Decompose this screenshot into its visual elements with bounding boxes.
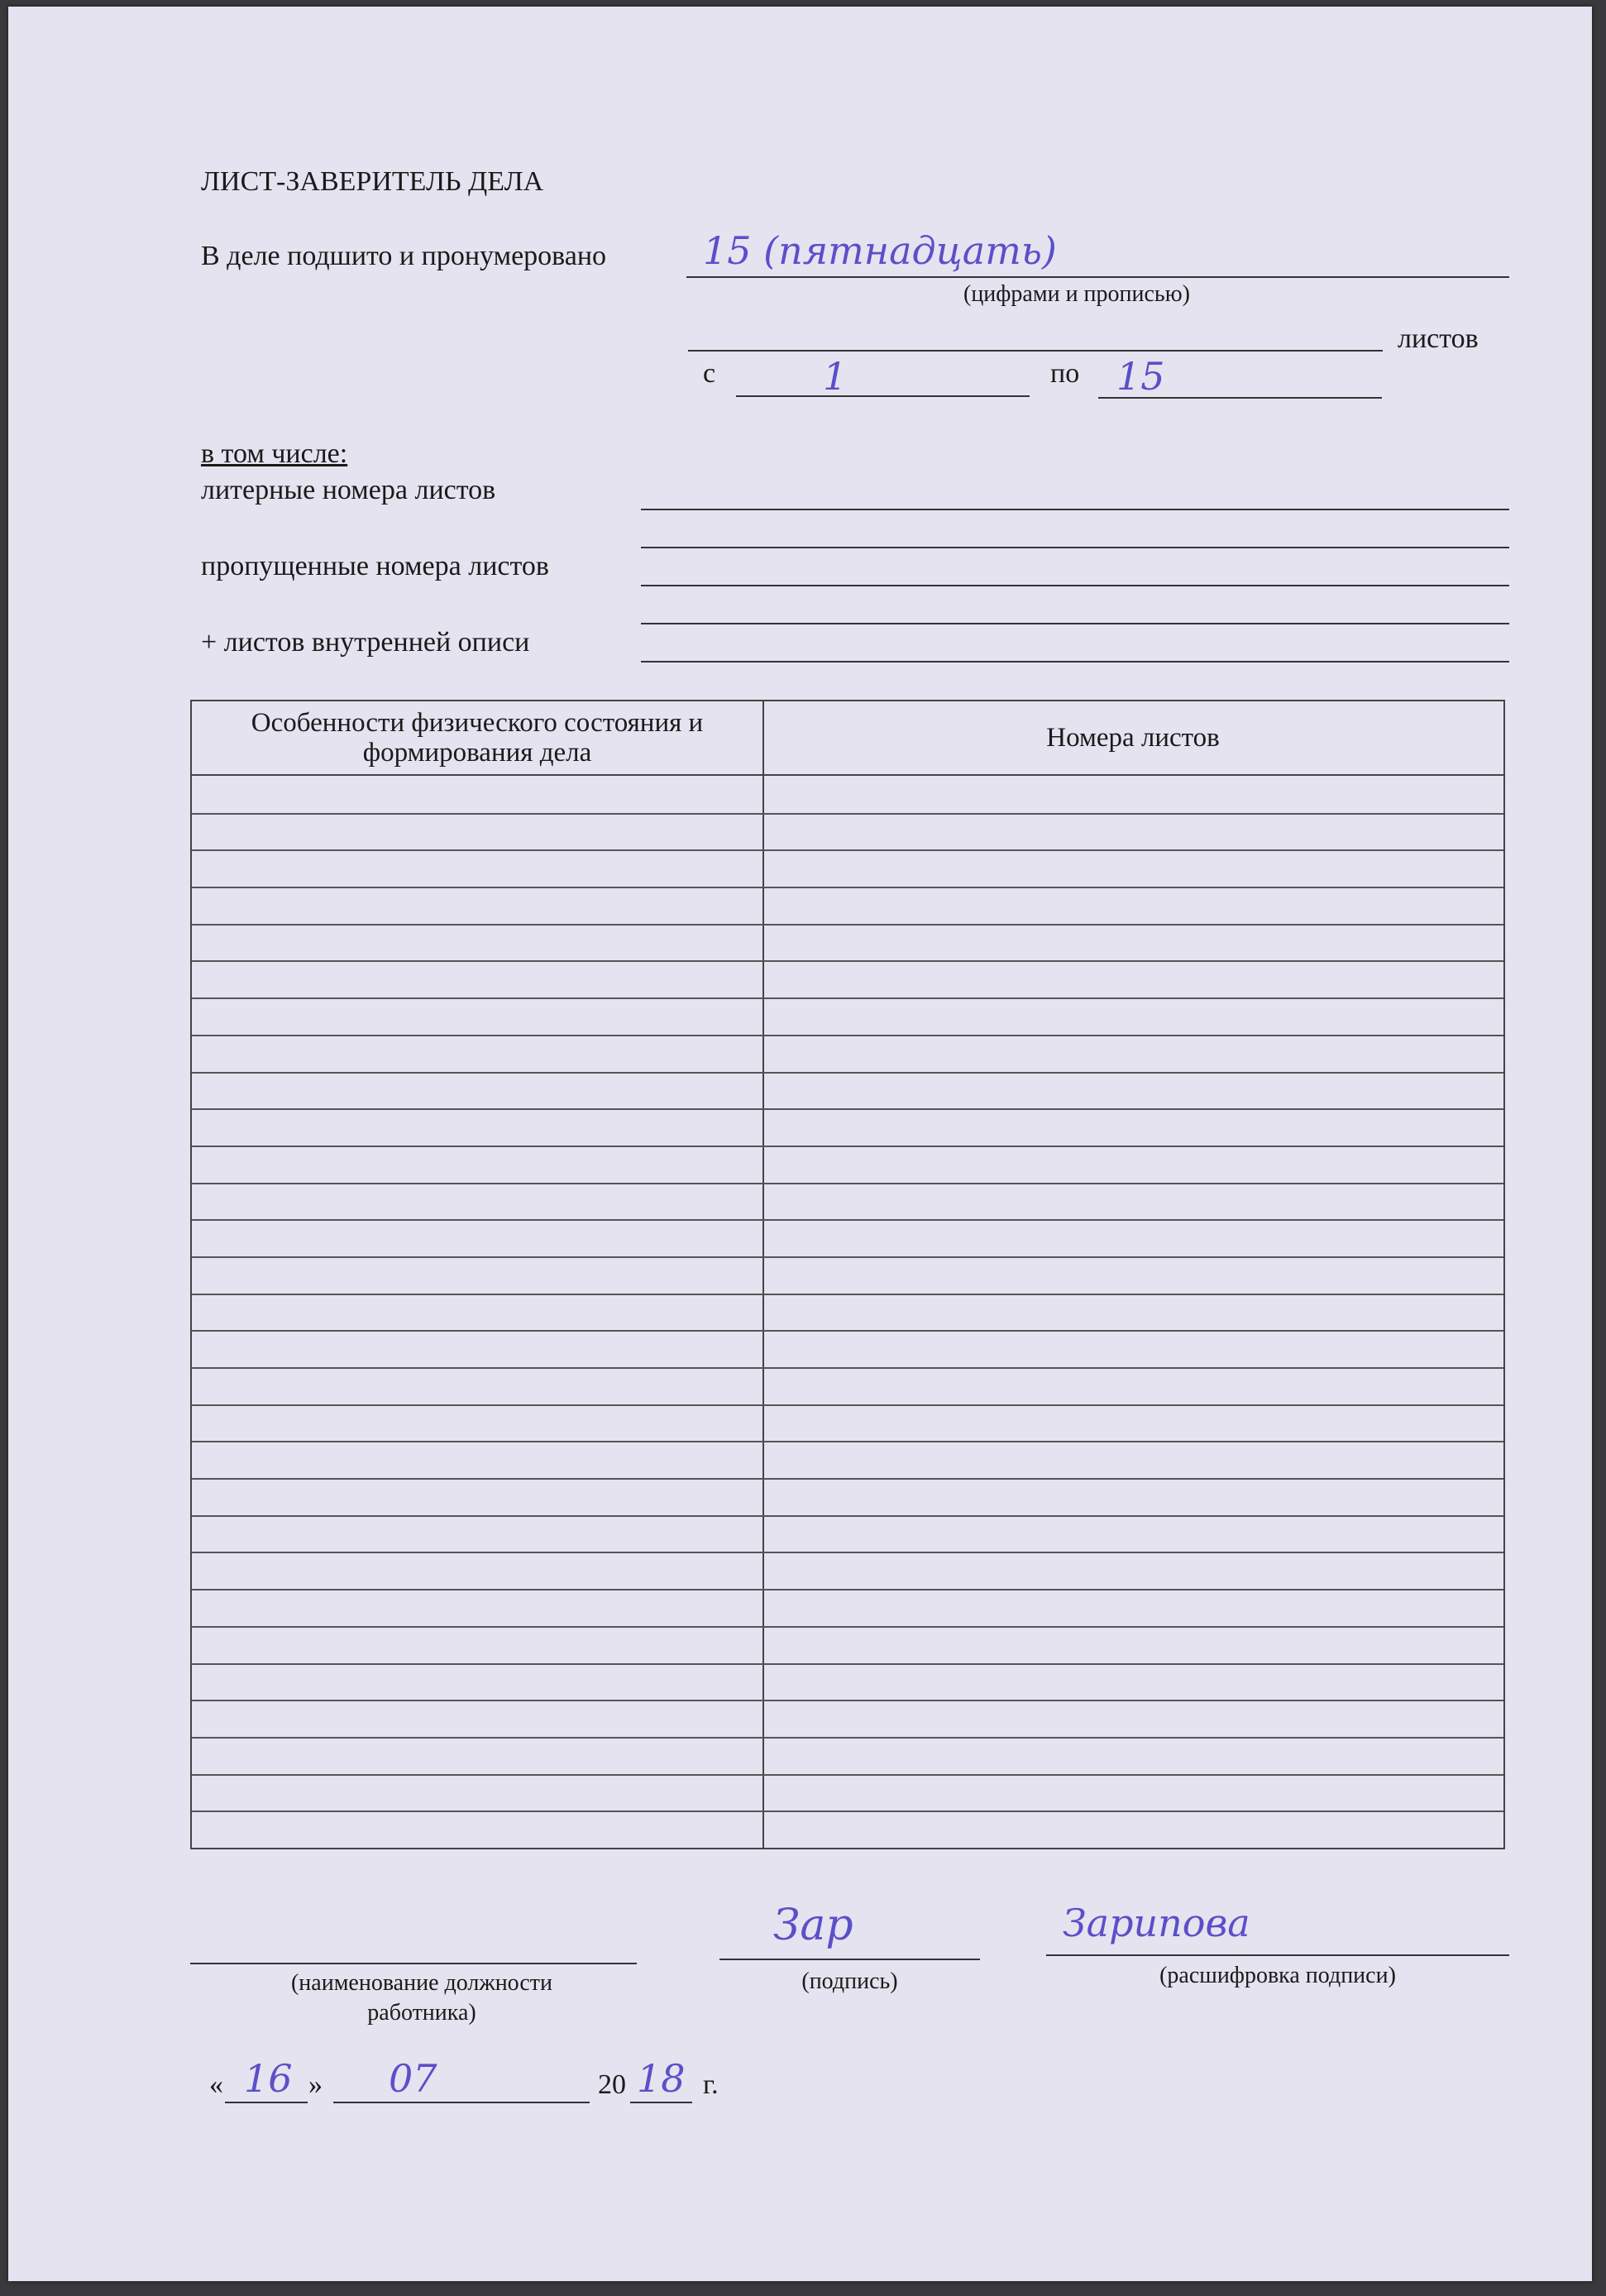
from-line [736,395,1030,397]
table-row [192,1810,1503,1812]
table-row [192,849,1503,851]
table-row [192,1626,1503,1628]
table-row [192,1737,1503,1739]
table-row [192,1330,1503,1332]
col-header-condition: Особенности физического состояния и формирования дела [192,701,762,776]
date-month-handwritten: 07 [389,2056,437,2101]
column-divider [762,701,764,1848]
position-line [190,1963,637,1964]
table-row [192,813,1503,815]
sheet-words-line [688,350,1383,352]
missing-line [641,585,1509,586]
document-page [8,7,1592,2281]
date-open-quote: « [209,2069,223,2100]
table-row [192,1663,1503,1665]
missing-label: пропущенные номера листов [201,551,549,581]
to-handwritten: 15 [1116,354,1165,399]
sheet-count-line [686,276,1509,278]
table-row [192,1441,1503,1442]
from-label: с [703,358,716,389]
table-row [192,1108,1503,1110]
table-row [192,1552,1503,1553]
to-label: по [1050,358,1080,389]
sign-line [719,1959,980,1960]
col-header-sheet-numbers: Номера листов [762,701,1503,776]
table-row [192,1478,1503,1480]
from-handwritten: 1 [823,354,848,399]
table-row [192,1183,1503,1184]
table-row [192,1146,1503,1147]
table-row [192,1072,1503,1074]
table-row [192,887,1503,888]
decode-handwritten: Зарипова [1063,1901,1250,1945]
missing-line-2 [641,623,1509,624]
table-row [192,997,1503,999]
date-day-handwritten: 16 [244,2056,293,2101]
sign-caption: (подпись) [801,1968,898,1994]
lettered-line-2 [641,547,1509,548]
table-row [192,960,1503,962]
table-row [192,924,1503,926]
date-year-mark: г. [703,2069,719,2100]
sheet-count-caption: (цифрами и прописью) [963,281,1190,307]
position-caption: (наименование должности работника) [290,1970,553,2026]
sheets-word: листов [1398,323,1479,354]
table-row [192,1294,1503,1295]
table-row [192,1515,1503,1517]
date-year-prefix: 20 [598,2069,626,2100]
condition-table [190,700,1505,1849]
sewn-numbered-label: В деле подшито и пронумеровано [201,241,607,271]
table-row [192,1589,1503,1590]
inventory-line [641,661,1509,662]
inventory-label: + листов внутренней описи [201,627,530,658]
date-day-line [225,2102,308,2103]
table-row [192,1367,1503,1369]
table-row [192,1774,1503,1776]
date-close-quote: » [308,2069,323,2100]
date-year-line [630,2102,692,2103]
lettered-line [641,509,1509,510]
table-row [192,1035,1503,1036]
decode-line [1046,1954,1509,1956]
table-row [192,1404,1503,1406]
date-year-handwritten: 18 [637,2056,686,2101]
table-row [192,1700,1503,1701]
date-month-line [333,2102,590,2103]
table-row [192,1256,1503,1258]
sheet-count-handwritten: 15 (пятнадцать) [703,228,1057,273]
signature-handwritten: Зар [773,1901,853,1950]
including-label: в том числе: [201,438,348,469]
decode-caption: (расшифровка подписи) [1159,1963,1396,1988]
table-row [192,1219,1503,1221]
form-title: ЛИСТ-ЗАВЕРИТЕЛЬ ДЕЛА [201,166,544,197]
lettered-label: литерные номера листов [201,475,496,505]
